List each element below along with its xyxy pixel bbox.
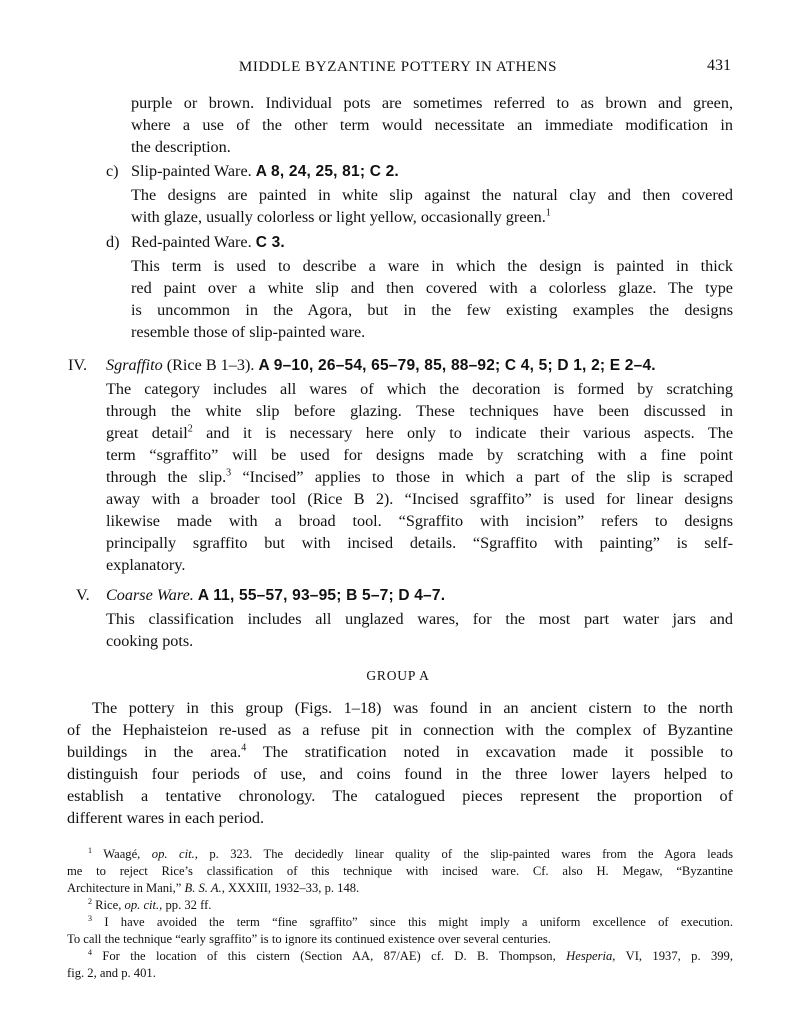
section-iv-line-3b: and it is necessary here only to indicate their various aspects. The [192,424,733,442]
section-v-refs: A 11, 55–57, 93–95; B 5–7; D 4–7. [197,587,446,604]
group-line-3a: buildings in the area. [67,743,242,761]
section-iv-line-8: principally sgraffito but with incised details. “Sgraffito with painting” is self- [106,534,733,552]
item-c-marker: c) [106,162,119,180]
item-c-title: Slip-painted Ware. [131,162,252,180]
footnote-1-line-3a: Architecture in Mani,” [67,881,182,895]
continuation-line-1: purple or brown. Individual pots are sometimes referred to as brown and green, [131,94,733,112]
section-iv-title-suffix: (Rice B 1–3). [166,356,255,374]
section-iv-heading [106,354,656,377]
section-iv-line-5 [106,466,733,488]
group-line-4: distinguish four periods of use, and coins found in the three lower layers helped to [67,765,733,783]
section-iv-refs: A 9–10, 26–54, 65–79, 85, 88–92; C 4, 5; D 1, 2; E 2–4. [258,357,656,374]
footnote-3-line-2: To call the technique “early sgraffito” is to ignore its continued existence over several centuries. [67,932,551,946]
footnote-2-opcit: op. cit., [124,898,163,912]
section-v-line-1: This classification includes all unglazed wares, for the most part water jars and [106,610,733,628]
section-iv-line-7: likewise made with a broad tool. “Sgraffito with incision” refers to designs [106,512,733,530]
item-d-marker: d) [106,233,120,251]
footnote-ref-4: 4 [241,742,247,754]
footnote-ref-1: 1 [545,207,551,219]
group-line-2: of the Hephaisteion re-used as a refuse pit in connection with the complex of Byzantine [67,721,733,739]
section-iv-line-3a: great detail [106,424,188,442]
page-header [0,57,796,81]
section-iv-line-2: through the white slip before glazing. These techniques have been discussed in [106,402,733,420]
item-d-refs: C 3. [255,234,285,251]
item-c-line-2-text: with glaze, usually colorless or light yellow, occasionally green. [131,208,546,226]
running-title: MIDDLE BYZANTINE POTTERY IN ATHENS [238,59,558,75]
item-d-heading [131,231,285,254]
footnote-3-text: I have avoided the term “fine sgraffito” since this might imply a uniform excellence of execution. [104,915,734,929]
footnote-ref-2: 2 [187,423,193,435]
footnote-4-line-2: fig. 2, and p. 401. [67,966,156,980]
footnote-1-line-3c: XXXIII, 1932–33, p. 148. [228,881,360,895]
section-v-numeral: V. [76,586,90,604]
page-number: 431 [707,57,731,74]
footnote-1-author: Waagé, [103,847,141,861]
section-iv-line-6: away with a broader tool (Rice B 2). “Incised sgraffito” is used for linear designs [106,490,733,508]
section-iv-numeral: IV. [68,356,88,374]
footnote-2-number: 2 [88,896,92,906]
footnote-1-number: 1 [88,845,92,855]
footnote-3-number: 3 [88,913,92,923]
section-iv-line-3 [106,422,733,444]
item-d-line-1: This term is used to describe a ware in which the design is painted in thick [131,257,733,275]
section-iv-line-1: The category includes all wares of which the decoration is formed by scratching [106,380,733,398]
section-v-line-2: cooking pots. [106,632,194,650]
footnote-2-text: pp. 32 ff. [165,898,212,912]
group-line-3 [67,741,733,763]
footnote-4-line-1 [88,948,733,965]
section-iv-line-9: explanatory. [106,556,186,574]
footnote-ref-3: 3 [226,467,232,479]
continuation-line-2: where a use of the other term would necessitate an immediate modification in [131,116,733,134]
section-v-title: Coarse Ware. [106,586,194,604]
continuation-line-3: the description. [131,138,231,156]
item-c-refs: A 8, 24, 25, 81; C 2. [255,163,399,180]
footnote-1-line-3 [67,880,733,897]
footnote-2 [88,897,733,914]
footnote-1-text: p. 323. The decidedly linear quality of the slip-painted wares from the Agora leads [209,847,733,861]
group-line-5: establish a tentative chronology. The catalogued pieces represent the proportion of [67,787,733,805]
group-line-6: different wares in each period. [67,809,265,827]
footnote-4-number: 4 [88,947,92,957]
item-d-line-2: red paint over a white slip and then covered with a colorless glaze. The type [131,279,733,297]
item-c-line-2 [131,206,733,228]
footnote-1-line-2: me to reject Rice’s classification of this technique with incised ware. Cf. also H. Megaw, “Byzantine [67,864,733,878]
group-line-1: The pottery in this group (Figs. 1–18) was found in an ancient cistern to the north [92,699,733,717]
section-iv-line-5b: “Incised” applies to those in which a part of the slip is scraped [231,468,733,486]
footnote-1-line-1 [88,846,733,863]
footnote-1-opcit: op. cit., [151,847,198,861]
item-c-line-1: The designs are painted in white slip against the natural clay and then covered [131,186,733,204]
section-v-heading [106,584,445,607]
item-d-line-4: resemble those of slip-painted ware. [131,323,366,341]
item-c-heading [131,160,399,183]
footnote-4-text: For the location of this cistern (Section AA, 87/AE) cf. D. B. Thompson, [102,949,556,963]
footnote-4-journal: Hesperia, [566,949,616,963]
group-heading: GROUP A [366,668,430,683]
item-d-line-3: is uncommon in the Agora, but in the few existing examples the designs [131,301,733,319]
section-iv-line-4: term “sgraffito” will be used for designs made by scratching with a fine point [106,446,733,464]
footnote-3-line-1 [88,914,733,931]
group-line-3b: The stratification noted in excavation made it possible to [246,743,733,761]
section-iv-title: Sgraffito [106,356,163,374]
footnote-2-author: Rice, [95,898,122,912]
footnote-1-journal: B. S. A., [184,881,225,895]
section-iv-line-5a: through the slip. [106,468,227,486]
footnote-4-text-end: VI, 1937, p. 399, [625,949,733,963]
item-d-title: Red-painted Ware. [131,233,252,251]
